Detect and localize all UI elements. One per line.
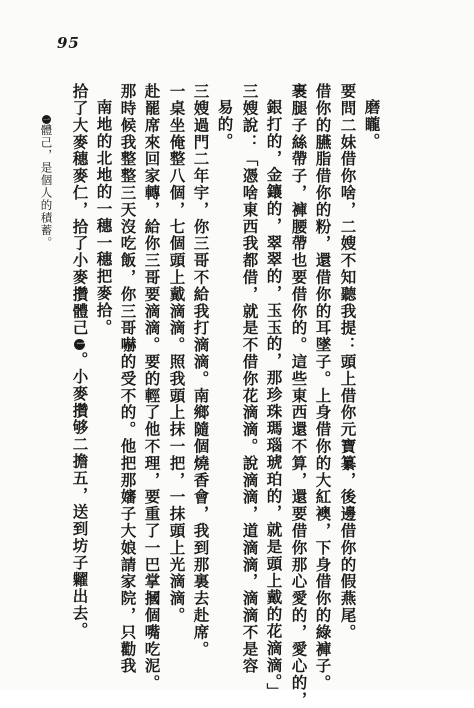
text-column-1: 磨矓。 (362, 99, 382, 150)
text-column-9: 一桌坐俺整八個，七個頭上戴滴滴。照我頭上抹一把，一抹頭上光滴滴。 (167, 83, 187, 624)
text-column-6: 三嫂說：「憑啥東西我都借，就是不借你花滴滴。說滴滴，道滴滴，滴滴不是容 (240, 83, 260, 675)
text-column-2: 要問二妹借你啥，二嫂不知聽我提：頭上借你元寶纂，後邊借你的假燕尾。 (338, 83, 358, 641)
text-column-7: 易的。 (215, 99, 235, 150)
text-column-8: 三嫂過門二年宇，你三哥不給我打滴滴。南鄉隨個燒香會，我到那裏去赴席。 (191, 83, 211, 658)
text-column-3: 借你的臙脂借你的粉，還借你的耳墜子。上身借你的大紅襖，下身借你的綠褲子。 (313, 83, 333, 692)
column-13-text-before-note: 拾了大麥穗麥仁，拾了小麥攢體己 (70, 83, 90, 337)
text-column-12: 南地的北地的一穗一穗把麥拾。 (94, 99, 114, 336)
footnote-reference-mark: 一 (74, 338, 85, 350)
text-column-4: 裹腿子絲帶子，褲腰帶也要借你的。這些東西還不算，還要借你那心愛的，愛心的， (289, 83, 309, 708)
footnote-text: 體己，是個人的積蓄。 (39, 124, 54, 249)
footnote (40, 115, 52, 249)
text-column-11: 那時候我整整三天沒吃飯，你三哥嚇的受不的。他把那嬸子大娘請家院，只勸我 (118, 83, 138, 675)
text-column-5: 銀打的，金鑲的，翠翠的，玉玉的，那珍珠瑪瑙琥珀的，就是頭上戴的花滴滴。」 (264, 99, 284, 700)
column-13-text-after-note: 。小麥攢够二擔五，送到坊子糶出去。 (70, 351, 90, 639)
page-number: 95 (57, 34, 80, 52)
text-column-10: 赴罷席來回家轉，給你三哥要滴滴。要的輕了他不理，要重了一巴掌摑個嘴吃泥。 (142, 83, 162, 692)
text-column-13 (72, 83, 88, 639)
footnote-mark: 一 (42, 115, 51, 124)
